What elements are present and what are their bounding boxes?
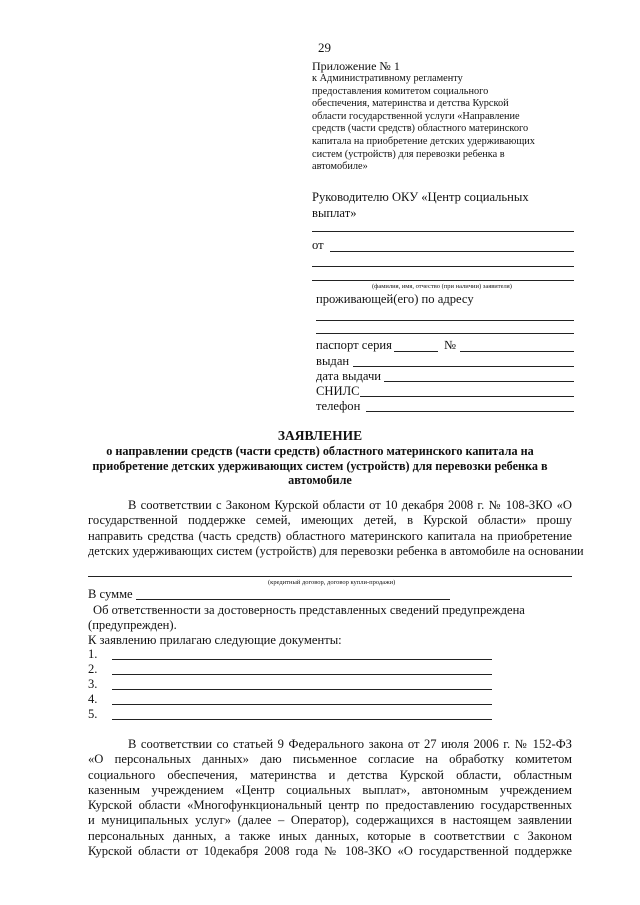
doc-field-4[interactable] xyxy=(112,704,492,705)
contract-caption: (кредитный договор, договор купли-продажи) xyxy=(268,579,396,586)
annex-line: средств (части средств) областного материнского xyxy=(312,123,529,135)
attach-label: К заявлению прилагаю следующие документы: xyxy=(88,633,342,647)
annex-line: систем (устройств) для перевозки ребенка в xyxy=(312,148,505,160)
sum-label: В сумме xyxy=(88,587,133,601)
annex-line: обеспечения, материнства и детства Курской xyxy=(312,98,509,110)
doc-number: 2. xyxy=(88,662,98,676)
doc-field-2[interactable] xyxy=(112,674,492,675)
paragraph-line: «О персональных данных» даю письменное согласие на обработку комитетом xyxy=(88,752,572,767)
annex-block xyxy=(312,59,584,174)
issue-date-field[interactable] xyxy=(384,381,574,382)
doc-number: 1. xyxy=(88,647,98,661)
paragraph-line: В соответствии со статьей 9 Федерального закона от 27 июля 2006 г. № 152-ФЗ xyxy=(128,737,572,751)
address-field-2[interactable] xyxy=(316,333,574,334)
document-subtitle xyxy=(70,444,570,488)
passport-series-field[interactable] xyxy=(394,351,438,352)
from-label: от xyxy=(312,238,324,252)
paragraph-line: В соответствии с Законом Курской области от 10 декабря 2008 г. № 108-ЗКО «О xyxy=(128,498,572,512)
phone-label: телефон xyxy=(316,399,361,413)
fio-caption: (фамилия, имя, отчество (при наличии) заявителя) xyxy=(372,283,512,290)
page-number: 29 xyxy=(318,40,331,55)
paragraph-line: и муниципальных услуг» (далее – Оператор), содержащихся в настоящем заявлении xyxy=(88,813,572,828)
passport-series-label: паспорт серия xyxy=(316,338,392,352)
issued-label: выдан xyxy=(316,354,350,368)
document-title: ЗАЯВЛЕНИЕ xyxy=(277,428,363,443)
from-field-3[interactable] xyxy=(312,280,574,281)
annex-line: капитала на приобретение детских удерживающих xyxy=(312,135,535,147)
request-paragraph xyxy=(88,498,584,559)
consent-paragraph xyxy=(88,737,572,859)
doc-number: 5. xyxy=(88,707,98,721)
responsibility-line2: (предупрежден). xyxy=(88,618,177,632)
phone-field[interactable] xyxy=(366,411,574,412)
addressee-underline xyxy=(312,231,574,232)
issued-field[interactable] xyxy=(353,366,574,367)
contract-field[interactable] xyxy=(88,576,572,577)
paragraph-line: детских удерживающих систем (устройств) для перевозки ребенка в автомобиле на основании xyxy=(88,543,584,558)
doc-number: 3. xyxy=(88,677,98,691)
passport-number-label: № xyxy=(444,338,457,352)
doc-number: 4. xyxy=(88,692,98,706)
responsibility-line1: Об ответственности за достоверность представленных сведений предупреждена xyxy=(93,603,525,617)
from-field-2[interactable] xyxy=(312,266,574,267)
paragraph-line: персональных данных, а также иных данных, которые в соответствии с Законом xyxy=(88,828,572,843)
addressee-line2: выплат» xyxy=(312,206,357,220)
doc-field-3[interactable] xyxy=(112,689,492,690)
address-field[interactable] xyxy=(316,320,574,321)
doc-field-1[interactable] xyxy=(112,659,492,660)
paragraph-line: государственной поддержке семей, имеющих детей, в Курской области» прошу xyxy=(88,513,572,528)
annex-line: к Административному регламенту xyxy=(312,73,463,84)
subtitle-line: приобретение детских удерживающих систем (устройств) для перевозки ребенка в xyxy=(92,458,548,473)
paragraph-line: казенным учреждением «Центр социальных выплат», автономным учреждением xyxy=(88,782,572,797)
paragraph-line: социального обеспечения, материнства и детства Курской области, областным xyxy=(88,767,572,782)
snils-field[interactable] xyxy=(360,396,574,397)
snils-label: СНИЛС xyxy=(316,384,360,398)
subtitle-line: автомобиле xyxy=(288,473,352,487)
issue-date-label: дата выдачи xyxy=(316,369,382,383)
paragraph-line: направить средства (часть средств) областного материнского капитала на приобретение xyxy=(88,528,572,543)
sum-field[interactable] xyxy=(136,599,450,600)
from-field[interactable] xyxy=(330,251,574,252)
subtitle-line: о направлении средств (части средств) областного материнского капитала на xyxy=(106,444,534,458)
annex-line: Приложение № 1 xyxy=(312,59,400,73)
annex-line: автомобиле» xyxy=(312,161,368,173)
passport-number-field[interactable] xyxy=(460,351,574,352)
addressee-line1: Руководителю ОКУ «Центр социальных xyxy=(312,190,529,204)
paragraph-line: Курской области от 10декабря 2008 года № 108-ЗКО «О государственной поддержке xyxy=(88,844,572,859)
annex-line: предоставления комитетом социального xyxy=(312,85,489,97)
residing-label: проживающей(его) по адресу xyxy=(316,292,474,306)
paragraph-line: Курской области «Многофункциональный центр по предоставлению государственных xyxy=(88,798,572,813)
annex-line: области государственной услуги «Направление xyxy=(312,110,520,122)
doc-field-5[interactable] xyxy=(112,719,492,720)
